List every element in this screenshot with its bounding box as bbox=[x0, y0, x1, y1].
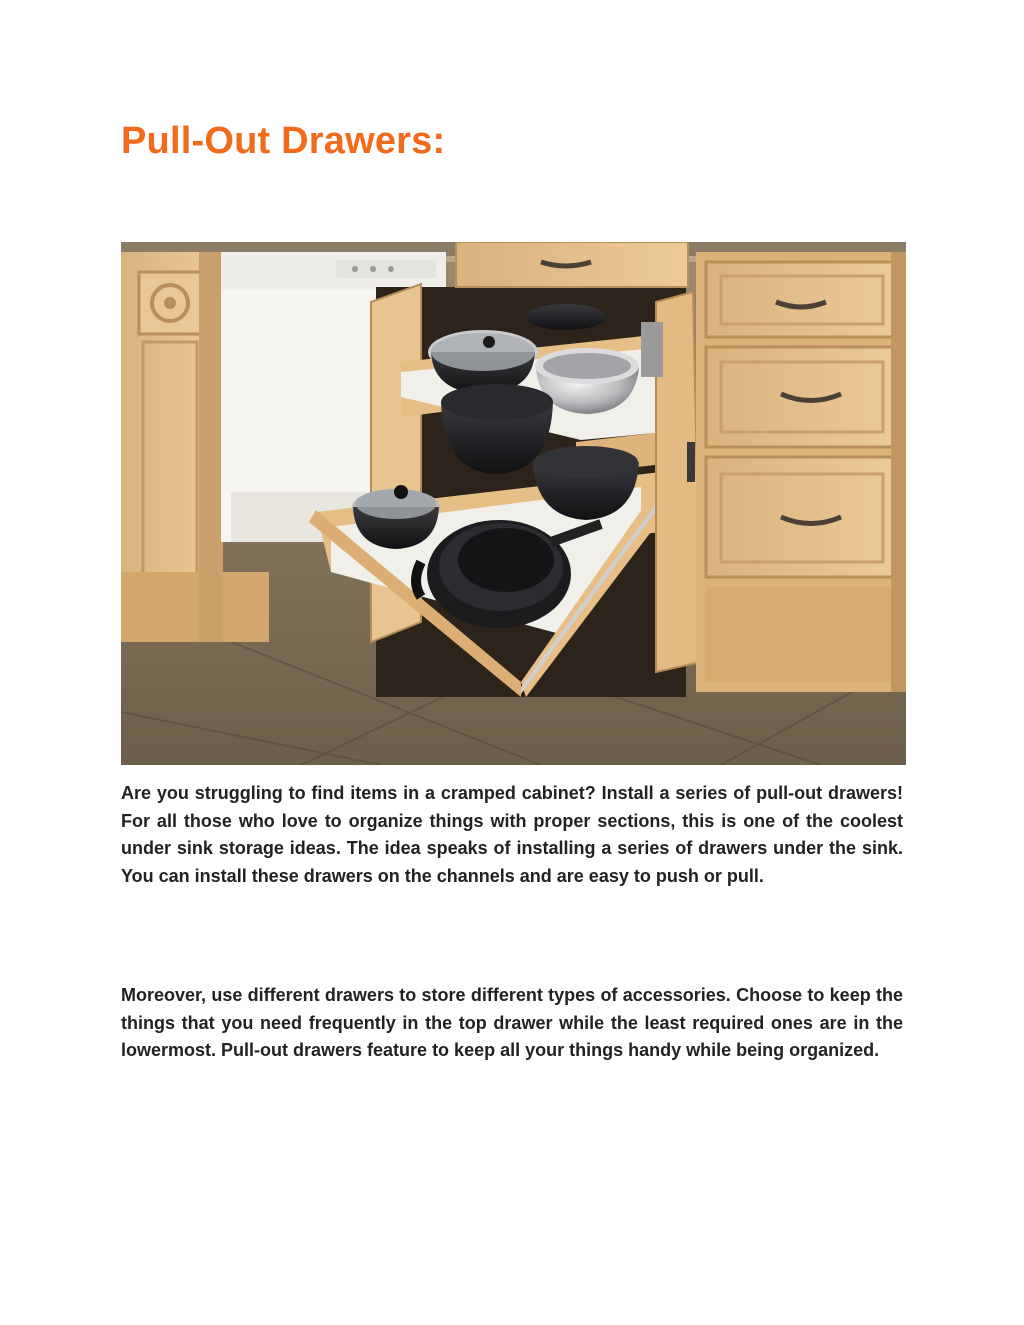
page-title: Pull-Out Drawers: bbox=[121, 120, 446, 162]
paragraph-organization: Moreover, use different drawers to store different types of accessories. Choose to keep the things that you need frequently in the top drawer while the least required ones are in the lowermost. Pull-out drawers feature to keep all your things handy while being organized. bbox=[121, 985, 903, 1061]
cabinet-drawers-photo bbox=[121, 242, 906, 765]
paragraph-intro: Are you struggling to find items in a cramped cabinet? Install a series of pull-out drawers! For all those who love to organize things with proper sections, this is one of the coolest under sink storage ideas. The idea speaks of installing a series of drawers under the sink. You can install these drawers on the channels and are easy to push or pull. bbox=[121, 783, 903, 886]
